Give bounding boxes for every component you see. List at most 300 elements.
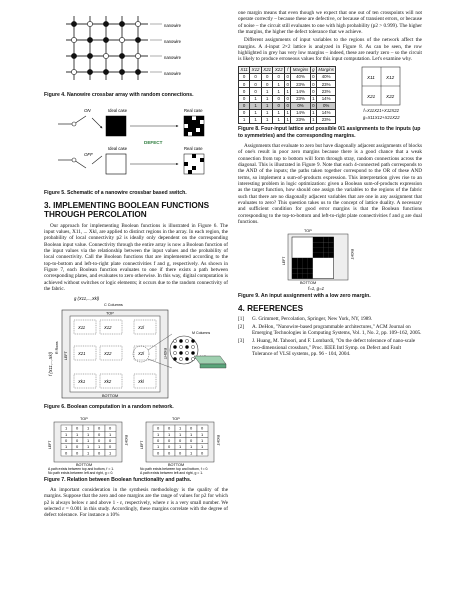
grid-cell [188, 128, 192, 132]
region-label: X2l [138, 351, 145, 357]
figure-9-caption: Figure 9. An input assignment with a low zero margin. [238, 293, 371, 300]
bit-value: 1 [179, 425, 182, 431]
bit-value: 1 [190, 450, 193, 456]
grid-cell [200, 132, 204, 136]
bit-value: 1 [109, 431, 112, 437]
figure-7-caption: Figure 7. Relation between Boolean functionality and paths. [44, 476, 192, 483]
figure-6 [44, 294, 228, 402]
grid-cell [323, 253, 328, 258]
crosspoint [119, 69, 124, 74]
bit-value: 1 [109, 450, 112, 456]
bit-value: 1 [157, 431, 160, 437]
zoom-crosspoint [185, 346, 188, 349]
reference-text: G. Grimmett, Percolation, Springer, New York, NY, 1989. [252, 316, 373, 323]
zoom-crosspoint [179, 340, 182, 343]
figure-5 [44, 102, 228, 188]
grid-cell [297, 269, 302, 274]
bit-value: 1 [98, 443, 101, 449]
table-cell: 1 [261, 109, 273, 116]
crossbar-array-diagram [44, 10, 228, 90]
figure-6-caption: Figure 6. Boolean computation in a random network. [44, 404, 174, 411]
table-cell: 0% [316, 102, 335, 109]
grid-cell [188, 116, 192, 120]
reference-item [238, 324, 422, 337]
svg-text:TOP: TOP [106, 311, 114, 316]
table-cell: 23% [291, 117, 310, 124]
table-cell: 0 [273, 95, 285, 102]
region-label: Xk1 [78, 379, 86, 385]
grid-cell [328, 253, 333, 258]
real-case-off [184, 146, 204, 174]
grid-cell [328, 243, 333, 248]
grid-cell [192, 124, 196, 128]
figure-8 [238, 66, 422, 125]
svg-text:TOP: TOP [80, 416, 88, 421]
f-expression: f=X11X21+X12X22 [363, 107, 399, 113]
nanowire-label-4: nanowire [164, 71, 181, 76]
svg-text:BOTTOM: BOTTOM [300, 281, 317, 286]
section-3-heading: 3. IMPLEMENTING BOOLEAN FUNCTIONS THROUGH PERCOLATION [44, 200, 210, 220]
zoom-crosspoint [173, 358, 176, 361]
crosspoint [87, 37, 92, 42]
grid-cell [184, 132, 188, 136]
zoom-crosspoint [179, 358, 182, 361]
table-cell: 0 [239, 81, 250, 88]
table-cell: 1 [312, 117, 315, 123]
grid-cell [200, 116, 204, 120]
crosspoint [135, 37, 140, 42]
grid-cell [192, 154, 196, 158]
svg-text:Ideal case: Ideal case [108, 108, 128, 114]
reference-number: [3] [238, 338, 245, 345]
grid-cell [308, 274, 313, 279]
table-row [239, 95, 336, 102]
table-header: X22 [274, 67, 283, 73]
figure-9 [238, 227, 422, 291]
table-cell: 23% [316, 81, 335, 88]
svg-text:X11: X11 [367, 74, 376, 80]
table-row [239, 81, 336, 88]
grid-cell [200, 124, 204, 128]
lattice-diagram [361, 66, 401, 106]
real-case-on [184, 108, 204, 136]
svg-text:BOTTOM: BOTTOM [76, 462, 93, 467]
table-header: Margins [318, 67, 334, 73]
reference-number: [2] [238, 324, 245, 331]
svg-text:BOTTOM: BOTTOM [102, 394, 119, 399]
table-cell: 0 [286, 81, 289, 87]
table-cell: 0 [273, 102, 285, 109]
figure-4-caption: Figure 4. Nanowire crossbar array with random connections. [44, 92, 194, 98]
table-cell: 0 [261, 81, 273, 88]
table-cell: 1 [261, 117, 273, 124]
grid-cell [302, 269, 307, 274]
references-list [238, 316, 422, 357]
bit-value: 0 [109, 437, 112, 443]
grid-cell [292, 258, 297, 263]
table-cell: 1 [286, 110, 289, 116]
bit-value: 1 [190, 443, 193, 449]
crosspoint [71, 21, 76, 26]
path-functionality-diagram [44, 415, 228, 475]
table-cell: 0 [312, 81, 315, 87]
table-cell: 0 [239, 109, 250, 116]
bit-value: 1 [201, 431, 204, 437]
crosspoint [135, 53, 140, 58]
svg-text:C Columns: C Columns [104, 303, 123, 308]
table-cell: 1 [273, 117, 285, 124]
bit-value: 0 [179, 450, 182, 456]
table-cell: 0 [239, 102, 250, 109]
table-cell: 0 [250, 88, 262, 95]
grid-cell [184, 116, 188, 120]
reference-item [238, 316, 422, 322]
zoom-crosspoint [191, 352, 194, 355]
table-row [239, 102, 336, 109]
grid-cell [302, 263, 307, 268]
grid-cell [318, 237, 323, 242]
bit-value: 1 [179, 443, 182, 449]
svg-text:g (X11,...,Xkl): g (X11,...,Xkl) [74, 296, 100, 302]
bit-value: 0 [168, 443, 171, 449]
grid-cell [328, 237, 333, 242]
figure-4 [44, 10, 228, 90]
grid-cell [292, 274, 297, 279]
grid-cell [318, 248, 323, 253]
bit-value: 1 [87, 425, 90, 431]
table-cell: 0 [239, 88, 250, 95]
zoom-crosspoint [191, 346, 194, 349]
zoom-crosspoint [173, 346, 176, 349]
nanowire-label-1: nanowire [164, 23, 181, 28]
bit-value: 1 [201, 437, 204, 443]
figure-5-caption: Figure 5. Schematic of a nanowire crossbar based switch. [44, 190, 187, 197]
svg-text:BOTTOM: BOTTOM [168, 462, 185, 467]
region-label: Xk2 [104, 379, 112, 385]
bit-value: 0 [190, 437, 193, 443]
bit-value: 0 [76, 425, 79, 431]
table-cell: 0% [291, 102, 310, 109]
bit-value: 1 [201, 443, 204, 449]
table-cell: 1 [239, 117, 250, 124]
fig9-result: f=1, g=1 [308, 286, 325, 292]
bit-value: 1 [87, 450, 90, 456]
grid-cell [184, 128, 188, 132]
bit-value: 0 [109, 443, 112, 449]
bit-value: 1 [87, 443, 90, 449]
reference-number: [1] [238, 316, 245, 323]
svg-text:LEFT: LEFT [64, 351, 68, 361]
table-header: Margins [292, 67, 309, 73]
crosspoint [103, 37, 108, 42]
table-cell: 1 [312, 95, 315, 101]
bit-value: 1 [168, 431, 171, 437]
svg-text:Ideal case: Ideal case [108, 146, 128, 152]
region-label: X11 [78, 325, 86, 331]
svg-text:X21: X21 [367, 93, 376, 99]
bit-value: 0 [76, 450, 79, 456]
table-cell: 1 [286, 88, 289, 94]
grid-cell [188, 124, 192, 128]
svg-text:Real case: Real case [184, 108, 203, 114]
table-cell: 0 [239, 73, 250, 80]
grid-cell [292, 263, 297, 268]
crosspoint [103, 69, 108, 74]
region-label: X21 [78, 351, 86, 357]
bit-value: 0 [190, 425, 193, 431]
table-header: X12 [251, 67, 260, 73]
bit-value: 0 [76, 443, 79, 449]
zoom-crosspoint [185, 352, 188, 355]
defect-label: DEFECT [144, 140, 163, 146]
bit-value: 0 [98, 431, 101, 437]
table-cell: 23% [291, 81, 310, 88]
table-header: g [312, 67, 315, 73]
crossbar-switch-schematic [44, 102, 228, 188]
region-label: X12 [104, 325, 112, 331]
figure-8-caption: Figure 8. Four-input lattice and possible 0/1 assignments to the inputs (up to symmetries) and the corresponding margins. [238, 126, 421, 139]
table-cell: 1 [250, 117, 262, 124]
crosspoint [119, 53, 124, 58]
svg-text:OFF: OFF [84, 152, 93, 158]
table-cell: 1 [250, 109, 262, 116]
svg-text:No path exists between left an: No path exists between left and right, g = 0. [48, 470, 114, 475]
svg-text:No path exists between top and: No path exists between top and bottom, f = 0. [140, 466, 209, 471]
svg-text:X12: X12 [386, 74, 395, 80]
crosspoint [87, 53, 92, 58]
table-cell: 1 [273, 109, 285, 116]
grid-cell [318, 243, 323, 248]
random-network-diagram [44, 294, 228, 402]
table-cell: 1 [250, 95, 262, 102]
table-row [239, 109, 336, 116]
table-header: X11 [240, 67, 248, 73]
svg-text:Real case: Real case [184, 146, 203, 152]
table-cell: 1 [261, 95, 273, 102]
bit-value: 0 [76, 437, 79, 443]
bit-value: 0 [168, 425, 171, 431]
bit-value: 1 [190, 431, 193, 437]
svg-text:RIGHT: RIGHT [163, 348, 167, 360]
table-header: f [285, 66, 291, 73]
grid-cell [297, 263, 302, 268]
region-label: X1l [138, 325, 145, 331]
figure-7 [44, 415, 228, 475]
section-4-heading: 4. REFERENCES [238, 303, 304, 313]
table-cell: 0 [250, 81, 262, 88]
crosspoint [103, 53, 108, 58]
svg-text:R Rows: R Rows [55, 341, 59, 355]
on-switch [58, 108, 102, 128]
table-cell: 0 [239, 95, 250, 102]
svg-text:X22: X22 [386, 93, 395, 99]
zoom-crosspoint [173, 340, 176, 343]
crosspoint [135, 21, 140, 26]
region-label: X22 [104, 351, 112, 357]
bit-value: 1 [87, 431, 90, 437]
bit-value: 1 [65, 431, 68, 437]
grid-cell [318, 253, 323, 258]
zoom-crosspoint [185, 340, 188, 343]
bit-value: 0 [201, 425, 204, 431]
crosspoint [87, 21, 92, 26]
right-column [238, 10, 422, 359]
table-cell: 0 [286, 95, 289, 101]
zoom-crosspoint [191, 358, 194, 361]
table-cell: 0 [286, 74, 289, 80]
grid-cell [196, 120, 200, 124]
grid-cell [192, 166, 196, 170]
grid-cell [184, 120, 188, 124]
bit-value: 0 [65, 450, 68, 456]
svg-text:A path exists between top and: A path exists between top and bottom, f = 1. [48, 466, 115, 471]
grid-cell [308, 269, 313, 274]
ideal-case-on [106, 108, 128, 136]
grid-cell [308, 263, 313, 268]
grid-cell [308, 258, 313, 263]
g-expression: g=X11X12+X21X22 [362, 114, 400, 120]
lattice-2x2 [340, 66, 422, 120]
grid-cell [292, 269, 297, 274]
zoom-crosspoint [191, 340, 194, 343]
bit-value: 0 [179, 437, 182, 443]
bit-value: 1 [76, 431, 79, 437]
table-cell: 1 [312, 110, 315, 116]
table-cell: 0 [286, 103, 289, 109]
grid-cell [297, 274, 302, 279]
table-cell: 0 [312, 74, 315, 80]
bit-value: 0 [98, 450, 101, 456]
reference-text: A. DeHon, "Nanowire-based programmable architectures," ACM Journal on Emerging Technologies in Computing Systems, Vol. 1, No. 2, pp. 109–162, 2005. [252, 324, 422, 337]
table-cell: 23% [291, 95, 310, 102]
grid-cell [196, 116, 200, 120]
bit-value: 0 [65, 437, 68, 443]
nanowire-label-2: nanowire [164, 39, 181, 44]
grid-cell [313, 253, 318, 258]
table-cell: 1 [273, 81, 285, 88]
grid-cell [192, 120, 196, 124]
section-3-paragraph-1: Our approach for implementing Boolean functions is illustrated in Figure 6. The input values, X11, ... Xkl, are applied to distinct regions in the array. In each region, the probability of local connectivity p2 is ideally only dependent on the corresponding Boolean input value. Connectivity through the entire array is now a Boolean function of the input values via the relationship between the input values and the probability of local connectivity. Call the Boolean functions that are implemented according to the top-to-bottom and left-to-right plate connectivities f and g, respectively. As shown in Figure 7, each Boolean function evaluates to one if there exists a path between corresponding plates, and evaluates to zero otherwise. In this way, digital computation is achieved without switches or logic elements; it occurs due to the random connectivity of the fabric. [44, 222, 228, 292]
svg-text:TOP: TOP [304, 229, 312, 234]
grid-cell [328, 248, 333, 253]
off-switch [58, 152, 102, 168]
grid-cell [192, 132, 196, 136]
svg-text:ON: ON [84, 108, 91, 114]
svg-text:A path exists between left and: A path exists between left and right, g = 1. [140, 470, 204, 475]
lattice-duality-paragraph: Assignments that evaluate to zero but have diagonally adjacent assignments of blocks of one's result in poor zero margins because there is a good chance that a weak connection from top to bottom will form through stray, random connections across the diagonal. This is illustrated in Figure 9. Note that each 4-connected path corresponds to the AND of the inputs; the paths taken together correspond to the OR of these AND terms, so implement a sum-of-products expression. This interpretation gives rise to an interesting problem in logic optimization: given a Boolean sum-of-products expression as the target function, how should one assign the variables to the regions of the fabric such that there are no diagonally adjacent variables that are one in any assignment that evaluates to zero? This question takes us to the concept of lattice duality. A necessary and sufficient condition for good error margins is that the Boolean functions corresponding to the top-to-bottom and left-to-right plate connectivities f and g are dual functions. [238, 142, 422, 226]
ideal-case-off [106, 146, 128, 174]
table-cell: 23% [316, 88, 335, 95]
svg-text:LEFT: LEFT [48, 440, 52, 449]
grid-cell [196, 132, 200, 136]
bit-value: 0 [157, 450, 160, 456]
table-cell: 1 [286, 117, 289, 123]
table-cell: 14% [316, 109, 335, 116]
table-row [239, 88, 336, 95]
crosspoint [135, 69, 140, 74]
zoom-crosspoint [179, 352, 182, 355]
bit-value: 0 [201, 450, 204, 456]
table-cell: 14% [316, 95, 335, 102]
zoom-crosspoint [185, 358, 188, 361]
region-label: Xkl [138, 379, 144, 385]
zoom-crosspoint [173, 352, 176, 355]
svg-text:RIGHT: RIGHT [350, 249, 354, 260]
crosspoint [103, 21, 108, 26]
grid-cell [323, 248, 328, 253]
table-header: X21 [263, 67, 272, 73]
grid-cell [297, 258, 302, 263]
table-cell: 0 [312, 103, 315, 109]
bit-value: 1 [157, 443, 160, 449]
crosspoint [71, 69, 76, 74]
table-cell: 40% [291, 73, 310, 80]
margin-explanation-paragraph: one margin means that even though we expect that one out of ten crosspoints will not operate correctly – because these are defective, or because of transient errors, or because of noise – the circuit still evaluates to one with high probability (p2 > 0.999). The higher the margins, the higher the defect tolerance that we achieve. [238, 10, 422, 36]
grid-cell [200, 158, 204, 162]
table-cell: 0 [273, 73, 285, 80]
bit-value: 1 [65, 425, 68, 431]
grid-cell [302, 274, 307, 279]
grid-cell [323, 237, 328, 242]
bit-value: 1 [179, 431, 182, 437]
table-row [239, 73, 336, 80]
reference-text: J. Huang, M. Tahoori, and F. Lombardi, "On the defect tolerance of nano-scale two-dimensional crossbars," Proc. IEEE Intl Symp. on Defect and Fault Tolerance of VLSI systems, pp. 96 - 104, 2004. [252, 338, 416, 358]
case-a [48, 417, 128, 475]
table-cell: 1 [250, 102, 262, 109]
bit-value: 0 [98, 425, 101, 431]
crosspoint [87, 69, 92, 74]
grid-cell [200, 128, 204, 132]
margins-table [238, 66, 336, 125]
bit-value: 0 [109, 425, 112, 431]
case-b [140, 417, 220, 475]
table-cell: 23% [316, 117, 335, 124]
svg-text:TOP: TOP [172, 416, 180, 421]
table-cell: 0 [261, 73, 273, 80]
grid-cell [313, 237, 318, 242]
grid-cell [188, 170, 192, 174]
left-column [44, 10, 228, 521]
svg-text:LEFT: LEFT [140, 440, 144, 449]
table-cell: 1 [261, 102, 273, 109]
table-cell: 14% [291, 109, 310, 116]
table-cell: 0 [250, 73, 262, 80]
bit-value: 0 [157, 425, 160, 431]
grid-cell [188, 120, 192, 124]
assignment-paragraph: Different assignments of input variables to the regions of the network affect the margins. A 4-input 2×2 lattice is analyzed in Figure 8. As can be seen, the row highlighted in grey has very low margins – indeed, these are nearly zero – so the circuit is likely to produce erroneous values for this input computation. Let's examine why. [238, 37, 422, 63]
bit-value: 1 [87, 437, 90, 443]
crosspoint [71, 53, 76, 58]
grid-cell [323, 243, 328, 248]
nanowire-label-3: nanowire [164, 55, 181, 60]
grid-cell [313, 243, 318, 248]
grid-cell [196, 124, 200, 128]
table-row [239, 117, 336, 124]
low-zero-margin-diagram [238, 227, 422, 291]
bit-value: 0 [168, 450, 171, 456]
grid-cell [302, 258, 307, 263]
svg-text:RIGHT: RIGHT [216, 434, 220, 446]
table-cell: 1 [273, 88, 285, 95]
table-cell: 1 [261, 88, 273, 95]
grid-cell [184, 162, 188, 166]
crosspoint [71, 37, 76, 42]
table-cell: 0 [312, 88, 315, 94]
bit-value: 1 [65, 443, 68, 449]
section-3-paragraph-2: An important consideration in the synthesis methodology is the quality of the margins. Suppose that the zero and one margins are the range of values for p2 for which p2 is always below ε and above 1 - ε, respectively, where ε is a very small number. We selected ε = 0.001 in this study. Accordingly, these margins correlate with the degree of defect tolerance. For instance a 10% [44, 487, 228, 519]
bit-value: 0 [157, 437, 160, 443]
svg-text:LEFT: LEFT [282, 257, 286, 266]
